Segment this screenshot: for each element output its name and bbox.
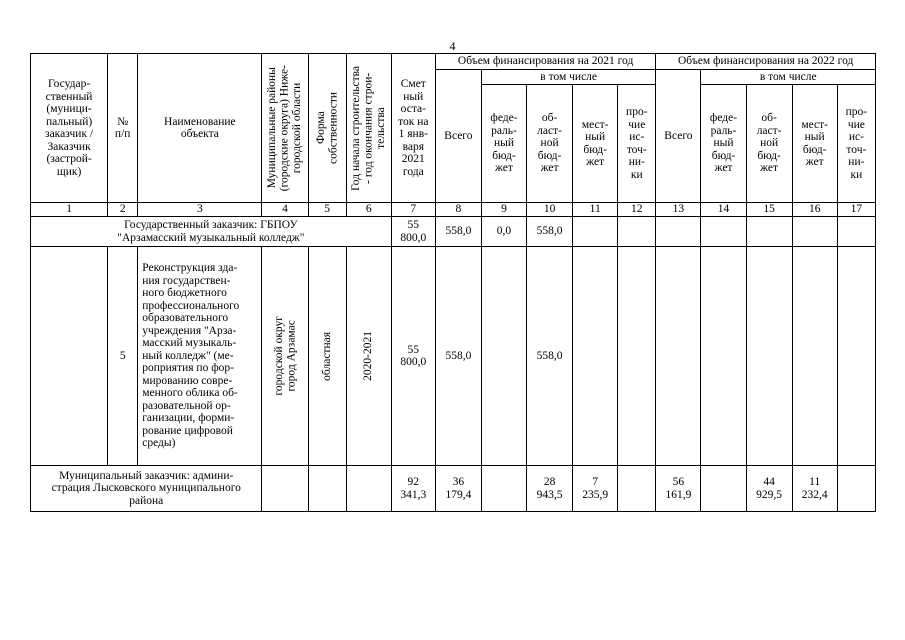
table-row [31, 217, 876, 247]
header-federal-2022: феде- раль- ный бюд- жет [701, 85, 746, 203]
federal-2021-cell: 0,0 [481, 217, 526, 247]
years-cell [346, 247, 391, 466]
regional-2022-cell [746, 217, 792, 247]
federal-2022-cell [701, 217, 746, 247]
column-number: 7 [391, 203, 435, 217]
local-2022-cell [792, 217, 837, 247]
local-2021-cell [573, 247, 618, 466]
header-estimate: Смет ный оста- ток на 1 янв- варя 2021 года [391, 54, 435, 203]
total-2022-cell [656, 247, 701, 466]
header-total-2022: Всего [656, 70, 701, 203]
column-number: 15 [746, 203, 792, 217]
column-number: 13 [656, 203, 701, 217]
ownership-cell [308, 466, 346, 512]
header-other-2022: про- чие ис- точ- ни- ки [837, 85, 875, 203]
column-number: 5 [308, 203, 346, 217]
header-other-2021: про- чие ис- точ- ни- ки [618, 85, 656, 203]
column-number: 2 [108, 203, 138, 217]
column-number: 10 [527, 203, 573, 217]
estimate-cell: 55 800,0 [391, 217, 435, 247]
regional-2021-cell: 558,0 [527, 247, 573, 466]
district-cell [262, 247, 308, 466]
header-fin-2022: Объем финансирования на 2022 год [656, 54, 876, 70]
ownership-cell [308, 247, 346, 466]
column-number: 12 [618, 203, 656, 217]
header-regional-2021: об- ласт- ной бюд- жет [527, 85, 573, 203]
column-number: 3 [138, 203, 262, 217]
table-row [31, 466, 876, 512]
table-row [31, 247, 876, 466]
other-2022-cell [837, 217, 875, 247]
header-including-2021: в том числе [481, 70, 655, 85]
customer-cell: Муниципальный заказчик: админи- страция Лысковского муниципального района [31, 466, 262, 512]
local-2022-cell [792, 247, 837, 466]
column-number: 14 [701, 203, 746, 217]
header-regional-2022: об- ласт- ной бюд- жет [746, 85, 792, 203]
header-district [262, 54, 308, 203]
total-2021-cell: 558,0 [435, 247, 481, 466]
district-cell [262, 466, 308, 512]
header-total-2021: Всего [435, 70, 481, 203]
estimate-cell: 92 341,3 [391, 466, 435, 512]
header-years [346, 54, 391, 203]
other-2022-cell [837, 466, 875, 512]
header-years-text: Год начала строительства - год окончания строи- тельства [349, 65, 387, 191]
object-name-cell: Реконструкция зда- ния государствен- ного бюджетного профессионального образовательного учреждения "Арза- масский музыкаль- ный колледж" (ме- роприятия по фор- мированию совре- менного облика об- разовательной ор- ганизации, форми- рование цифровой среды) [138, 247, 262, 466]
column-number: 9 [481, 203, 526, 217]
column-number: 6 [346, 203, 391, 217]
column-number: 8 [435, 203, 481, 217]
header-local-2021: мест- ный бюд- жет [573, 85, 618, 203]
column-number: 16 [792, 203, 837, 217]
header-customer: Государ- ственный (муници- пальный) заказчик / Заказчик (застрой- щик) [31, 54, 108, 203]
page-number: 4 [449, 39, 456, 53]
header-district-text: Муниципальные районы (городские округа) Ниже- городской области [266, 64, 304, 192]
federal-2022-cell [701, 247, 746, 466]
district-text: городской округ город Арзамас [272, 316, 298, 396]
other-2021-cell [618, 466, 656, 512]
header-object-name: Наименование объекта [138, 54, 262, 203]
local-2021-cell: 7 235,9 [573, 466, 618, 512]
header-federal-2021: феде- раль- ный бюд- жет [481, 85, 526, 203]
column-number: 1 [31, 203, 108, 217]
header-including-2022: в том числе [701, 70, 876, 85]
row-number-cell: 5 [108, 247, 138, 466]
local-2022-cell: 11 232,4 [792, 466, 837, 512]
total-2021-cell: 36 179,4 [435, 466, 481, 512]
total-2021-cell: 558,0 [435, 217, 481, 247]
years-cell [346, 466, 391, 512]
column-number: 11 [573, 203, 618, 217]
total-2022-cell [656, 217, 701, 247]
header-local-2022: мест- ный бюд- жет [792, 85, 837, 203]
regional-2021-cell: 28 943,5 [527, 466, 573, 512]
header-fin-2021: Объем финансирования на 2021 год [435, 54, 656, 70]
years-text: 2020-2021 [362, 331, 375, 381]
local-2021-cell [573, 217, 618, 247]
other-2022-cell [837, 247, 875, 466]
federal-2021-cell [481, 247, 526, 466]
other-2021-cell [618, 217, 656, 247]
column-number-row [31, 203, 876, 217]
estimate-cell: 55 800,0 [391, 247, 435, 466]
financing-table [30, 53, 876, 512]
customer-cell [31, 247, 108, 466]
header-row-top [31, 54, 876, 70]
column-number: 17 [837, 203, 875, 217]
federal-2022-cell [701, 466, 746, 512]
regional-2022-cell [746, 247, 792, 466]
other-2021-cell [618, 247, 656, 466]
regional-2022-cell: 44 929,5 [746, 466, 792, 512]
header-num: № п/п [108, 54, 138, 203]
ownership-text: областная [320, 331, 333, 381]
header-ownership [308, 54, 346, 203]
header-ownership-text: Форма собственности [314, 92, 340, 164]
federal-2021-cell [481, 466, 526, 512]
total-2022-cell: 56 161,9 [656, 466, 701, 512]
customer-cell: Государственный заказчик: ГБПОУ "Арзамасский музыкальный колледж" [31, 217, 392, 247]
regional-2021-cell: 558,0 [527, 217, 573, 247]
column-number: 4 [262, 203, 308, 217]
